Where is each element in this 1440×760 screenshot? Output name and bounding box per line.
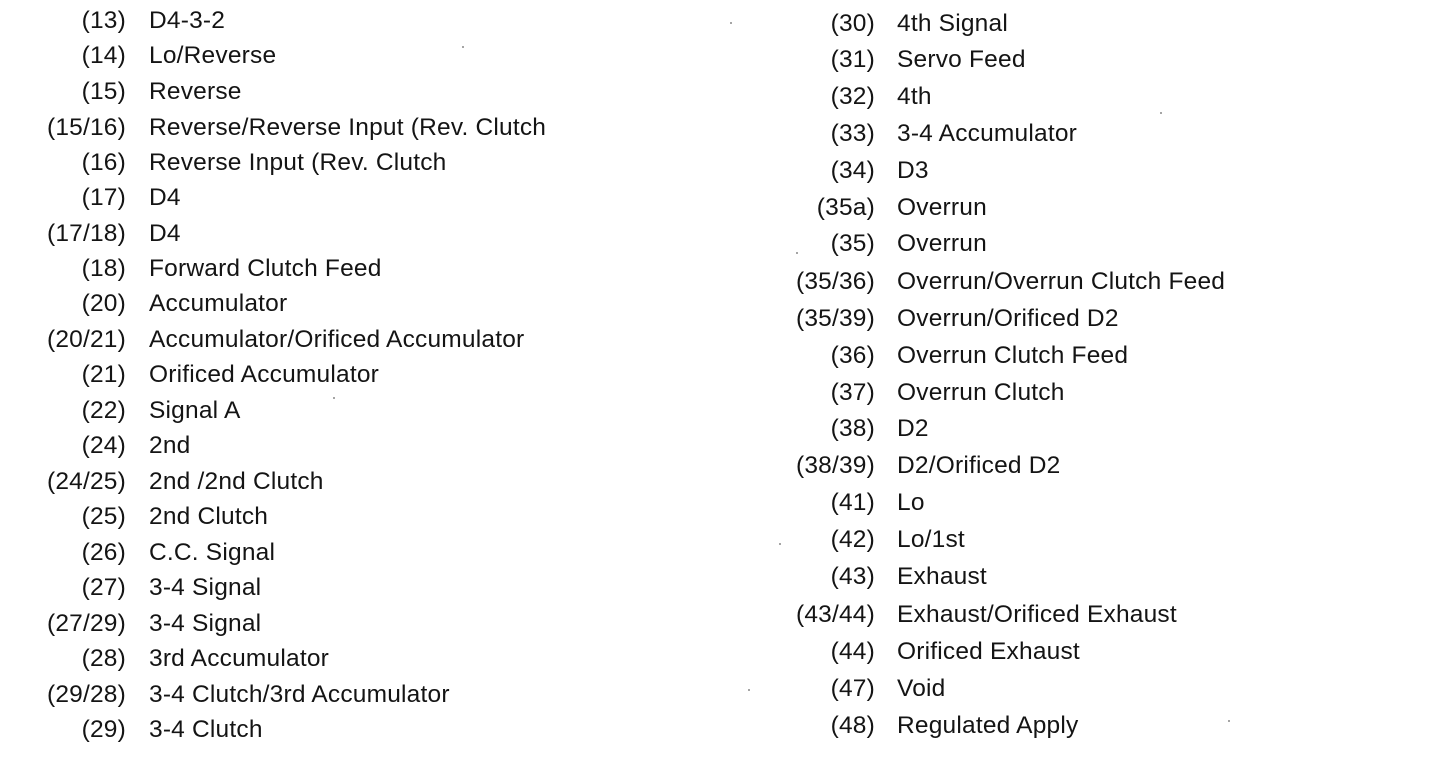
entry-label: D4 <box>149 184 181 211</box>
legend-entry <box>0 254 720 284</box>
entry-label: D3 <box>897 157 929 184</box>
legend-entry <box>0 715 720 745</box>
legend-entry <box>720 637 1440 667</box>
entry-label: C.C. Signal <box>149 539 276 566</box>
legend-entry <box>0 360 720 390</box>
entry-code: (30) <box>830 10 875 37</box>
entry-label: Overrun <box>897 194 987 221</box>
legend-entry <box>0 113 720 143</box>
entry-code: (24) <box>81 432 126 459</box>
entry-label: Orificed Accumulator <box>149 361 380 388</box>
legend-entry <box>720 229 1440 259</box>
legend-entry <box>720 711 1440 741</box>
entry-code: (14) <box>81 42 126 69</box>
entry-label: Overrun/Overrun Clutch Feed <box>897 268 1226 295</box>
entry-code: (37) <box>830 379 875 406</box>
entry-code: (29) <box>81 716 126 743</box>
entry-code: (22) <box>81 397 126 424</box>
entry-label: 3rd Accumulator <box>149 645 330 672</box>
legend-entry <box>720 193 1440 223</box>
entry-code: (29/28) <box>46 681 126 708</box>
entry-label: Reverse <box>149 78 242 105</box>
entry-label: 3-4 Clutch <box>149 716 263 743</box>
legend-entry <box>0 183 720 213</box>
legend-entry <box>0 502 720 532</box>
entry-label: Overrun <box>897 230 987 257</box>
legend-entry <box>0 538 720 568</box>
entry-code: (25) <box>81 503 126 530</box>
entry-label: 2nd <box>149 432 191 459</box>
legend-entry <box>0 148 720 178</box>
legend-entry <box>720 304 1440 334</box>
entry-code: (36) <box>830 342 875 369</box>
scan-speck <box>462 46 464 48</box>
entry-label: 3-4 Clutch/3rd Accumulator <box>149 681 450 708</box>
entry-label: Orificed Exhaust <box>897 638 1080 665</box>
entry-label: 2nd /2nd Clutch <box>149 468 324 495</box>
legend-entry <box>720 82 1440 112</box>
legend-entry <box>0 644 720 674</box>
entry-label: 3-4 Signal <box>149 574 262 601</box>
entry-label: 3-4 Accumulator <box>897 120 1078 147</box>
entry-code: (20) <box>81 290 126 317</box>
legend-entry <box>720 267 1440 297</box>
entry-label: Servo Feed <box>897 46 1026 73</box>
entry-label: Overrun/Orificed D2 <box>897 305 1119 332</box>
scan-speck <box>748 689 750 691</box>
entry-code: (18) <box>81 255 126 282</box>
entry-code: (20/21) <box>46 326 126 353</box>
legend-entry <box>720 119 1440 149</box>
entry-label: Exhaust/Orificed Exhaust <box>897 601 1177 628</box>
entry-code: (35/36) <box>795 268 875 295</box>
legend-entry <box>0 6 720 36</box>
legend-entry <box>720 9 1440 39</box>
legend-entry <box>0 325 720 355</box>
legend-entry <box>720 674 1440 704</box>
entry-label: Void <box>897 675 946 702</box>
entry-code: (15) <box>81 78 126 105</box>
entry-code: (13) <box>81 7 126 34</box>
entry-code: (32) <box>830 83 875 110</box>
entry-code: (15/16) <box>46 114 126 141</box>
legend-entry <box>720 341 1440 371</box>
entry-label: 4th <box>897 83 932 110</box>
scan-speck <box>796 252 798 254</box>
entry-label: 2nd Clutch <box>149 503 269 530</box>
entry-label: Regulated Apply <box>897 712 1079 739</box>
entry-code: (31) <box>830 46 875 73</box>
legend-entry <box>0 609 720 639</box>
entry-label: Accumulator/Orificed Accumulator <box>149 326 525 353</box>
entry-code: (27) <box>81 574 126 601</box>
legend-entry <box>0 289 720 319</box>
entry-code: (16) <box>81 149 126 176</box>
entry-label: Reverse Input (Rev. Clutch <box>149 149 447 176</box>
entry-label: Reverse/Reverse Input (Rev. Clutch <box>149 114 547 141</box>
entry-code: (17) <box>81 184 126 211</box>
legend-entry <box>0 431 720 461</box>
entry-label: Lo/Reverse <box>149 42 277 69</box>
legend-entry <box>0 77 720 107</box>
entry-code: (47) <box>830 675 875 702</box>
entry-code: (38/39) <box>795 452 875 479</box>
entry-label: D4-3-2 <box>149 7 226 34</box>
legend-entry <box>720 378 1440 408</box>
entry-label: 3-4 Signal <box>149 610 262 637</box>
entry-code: (21) <box>81 361 126 388</box>
scan-speck <box>779 543 781 545</box>
entry-code: (42) <box>830 526 875 553</box>
entry-label: Lo <box>897 489 925 516</box>
entry-label: D4 <box>149 220 181 247</box>
entry-code: (34) <box>830 157 875 184</box>
legend-entry <box>720 488 1440 518</box>
entry-code: (33) <box>830 120 875 147</box>
entry-label: Lo/1st <box>897 526 965 553</box>
legend-entry <box>0 680 720 710</box>
legend-entry <box>720 525 1440 555</box>
legend-entry <box>0 573 720 603</box>
entry-label: 4th Signal <box>897 10 1008 37</box>
entry-code: (43/44) <box>795 601 875 628</box>
entry-code: (28) <box>81 645 126 672</box>
entry-code: (26) <box>81 539 126 566</box>
entry-code: (35/39) <box>795 305 875 332</box>
entry-code: (35a) <box>816 194 875 221</box>
scan-speck <box>333 397 335 399</box>
scan-speck <box>1228 720 1230 722</box>
legend-entry <box>720 156 1440 186</box>
legend-entry <box>720 562 1440 592</box>
legend-entry <box>0 219 720 249</box>
entry-label: Signal A <box>149 397 241 424</box>
legend-entry <box>720 414 1440 444</box>
legend-entry <box>720 600 1440 630</box>
legend-entry <box>720 451 1440 481</box>
entry-label: Forward Clutch Feed <box>149 255 382 282</box>
entry-code: (35) <box>830 230 875 257</box>
entry-code: (27/29) <box>46 610 126 637</box>
entry-code: (24/25) <box>46 468 126 495</box>
scan-speck <box>730 22 732 24</box>
entry-code: (17/18) <box>46 220 126 247</box>
entry-label: Accumulator <box>149 290 288 317</box>
entry-code: (43) <box>830 563 875 590</box>
legend-entry <box>0 467 720 497</box>
entry-label: D2 <box>897 415 929 442</box>
entry-label: Exhaust <box>897 563 987 590</box>
entry-label: D2/Orificed D2 <box>897 452 1061 479</box>
entry-code: (44) <box>830 638 875 665</box>
entry-label: Overrun Clutch <box>897 379 1065 406</box>
legend-entry <box>0 41 720 71</box>
entry-code: (48) <box>830 712 875 739</box>
legend-entry <box>0 396 720 426</box>
entry-label: Overrun Clutch Feed <box>897 342 1129 369</box>
scan-speck <box>1160 112 1162 114</box>
entry-code: (38) <box>830 415 875 442</box>
legend-entry <box>720 45 1440 75</box>
entry-code: (41) <box>830 489 875 516</box>
